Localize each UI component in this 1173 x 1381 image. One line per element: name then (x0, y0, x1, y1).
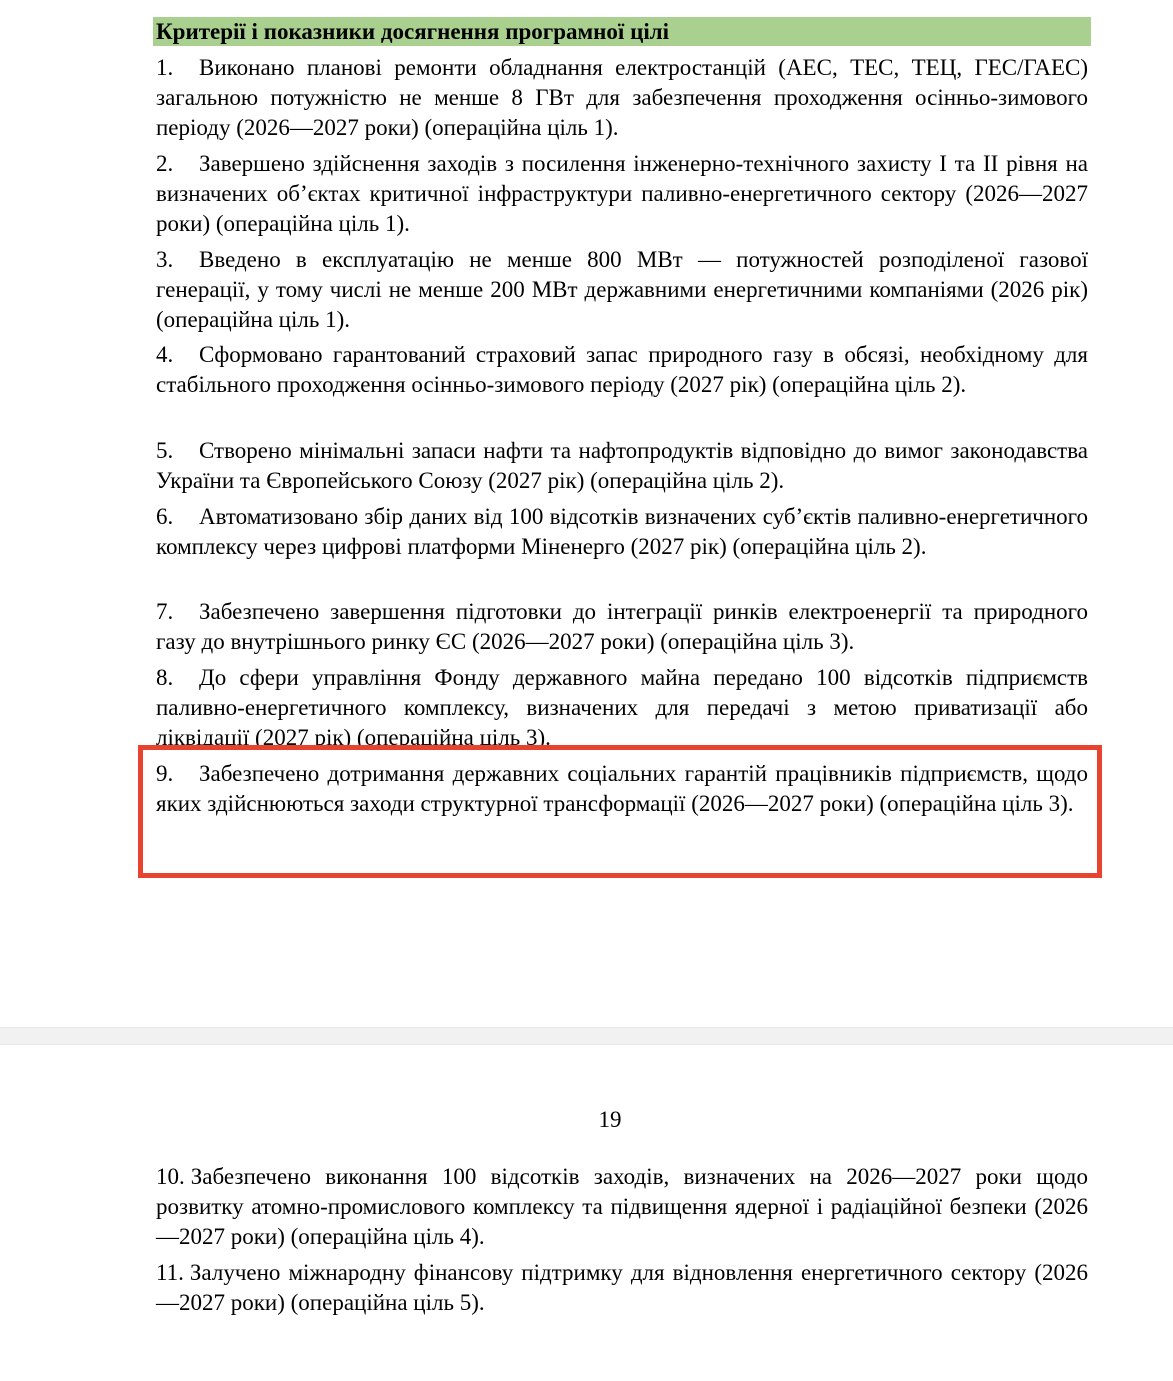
criteria-item-text: Забезпечено виконання 100 відсотків заходів, визначених на 2026—2027 роки щодо розвитку атомно-промислового комплексу та підвищення ядерної і радіаційної безпеки (2026—2027 роки) (операційна ціль 4). (156, 1164, 1088, 1249)
criteria-item-10 (156, 1162, 1088, 1252)
criteria-item-4 (156, 340, 1088, 400)
criteria-item-text: Автоматизовано збір даних від 100 відсотків визначених суб’єктів паливно-енергетичного комплексу через цифрові платформи Міненерго (2027 рік) (операційна ціль 2). (156, 504, 1088, 559)
criteria-item-number: 9. (156, 761, 174, 786)
criteria-item-number: 5. (156, 438, 174, 463)
criteria-item-9 (156, 759, 1088, 819)
criteria-item-8 (156, 663, 1088, 753)
criteria-item-text: Залучено міжнародну фінансову підтримку для відновлення енергетичного сектору (2026—2027 роки) (операційна ціль 5). (156, 1260, 1088, 1315)
criteria-item-text: Завершено здійснення заходів з посилення інженерно-технічного захисту I та II рівня на визначених об’єктах критичної інфраструктури паливно-енергетичного сектору (2026—2027 роки) (операційна ціль 1). (156, 151, 1088, 236)
criteria-item-text: Створено мінімальні запаси нафти та нафтопродуктів відповідно до вимог законодавства України та Європейського Союзу (2027 рік) (операційна ціль 2). (156, 438, 1088, 493)
page-number: 19 (598, 1107, 622, 1132)
criteria-item-text: Виконано планові ремонти обладнання електростанцій (АЕС, ТЕС, ТЕЦ, ГЕС/ГАЕС) загальною потужністю не менше 8 ГВт для забезпечення проходження осінньо-зимового періоду (2026—2027 роки) (операційна ціль 1). (156, 55, 1088, 140)
criteria-item-text: До сфери управління Фонду державного майна передано 100 відсотків підприємств паливно-енергетичного комплексу, визначених для передачі з метою приватизації або ліквідації (2027 рік) (операційна ціль 3). (156, 665, 1088, 750)
criteria-item-number: 6. (156, 504, 174, 529)
criteria-item-number: 8. (156, 665, 174, 690)
criteria-item-2 (156, 149, 1088, 239)
criteria-item-6 (156, 502, 1088, 562)
section-heading: Критерії і показники досягнення програмної цілі (153, 17, 1091, 46)
criteria-item-text: Забезпечено завершення підготовки до інтеграції ринків електроенергії та природного газу до внутрішнього ринку ЄС (2026—2027 роки) (операційна ціль 3). (156, 599, 1088, 654)
criteria-item-number: 11. (156, 1260, 184, 1285)
criteria-item-1 (156, 53, 1088, 143)
criteria-item-number: 10. (156, 1164, 185, 1189)
criteria-item-3 (156, 245, 1088, 335)
criteria-item-5 (156, 436, 1088, 496)
criteria-item-number: 2. (156, 151, 174, 176)
criteria-item-text: Забезпечено дотримання державних соціальних гарантій працівників підприємств, щодо яких здійснюються заходи структурної трансформації (2026—2027 роки) (операційна ціль 3). (156, 761, 1088, 816)
criteria-item-11 (156, 1258, 1088, 1318)
page-break-gap (0, 1027, 1173, 1045)
criteria-item-number: 3. (156, 247, 174, 272)
criteria-item-7 (156, 597, 1088, 657)
criteria-item-number: 1. (156, 55, 174, 80)
criteria-item-text: Введено в експлуатацію не менше 800 МВт — потужностей розподіленої газової генерації, у тому числі не менше 200 МВт державними енергетичними компаніями (2026 рік) (операційна ціль 1). (156, 247, 1088, 332)
criteria-item-number: 7. (156, 599, 174, 624)
criteria-item-text: Сформовано гарантований страховий запас природного газу в обсязі, необхідному для стабільного проходження осінньо-зимового періоду (2027 рік) (операційна ціль 2). (156, 342, 1088, 397)
criteria-item-number: 4. (156, 342, 174, 367)
